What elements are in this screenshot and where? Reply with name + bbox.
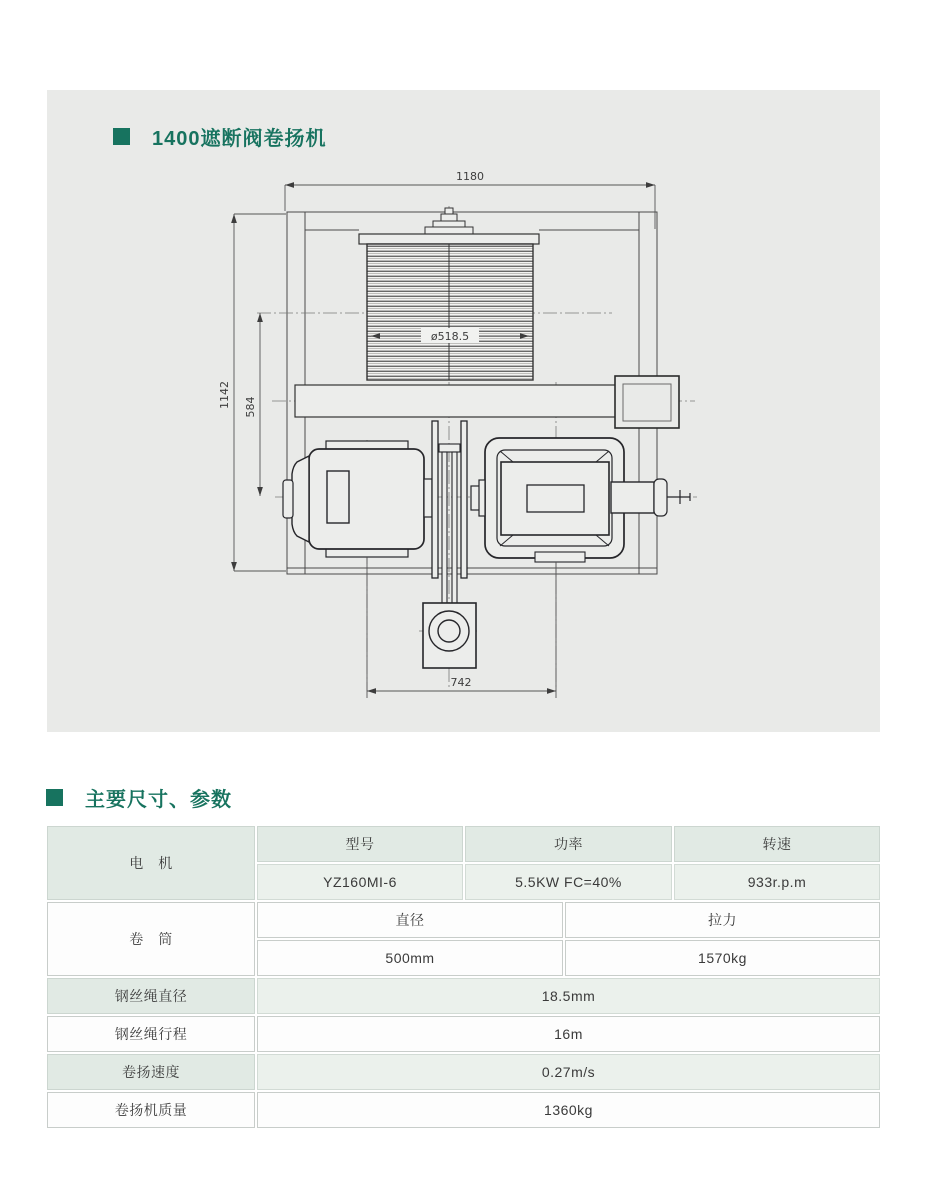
pulley-block bbox=[423, 603, 476, 668]
row-value: 16m bbox=[257, 1016, 880, 1052]
output-shaft bbox=[611, 482, 654, 513]
specs-title: 主要尺寸、参数 bbox=[85, 789, 232, 811]
winch-technical-drawing bbox=[47, 90, 880, 732]
drum-block bbox=[47, 902, 880, 976]
dim-drum-diameter: ø518.5 bbox=[430, 330, 470, 343]
dim-overall-width: 1180 bbox=[456, 170, 484, 183]
row-value: 18.5mm bbox=[257, 978, 880, 1014]
row-label: 钢丝绳行程 bbox=[47, 1016, 255, 1052]
row-value: 0.27m/s bbox=[257, 1054, 880, 1090]
drum-pull-header: 拉力 bbox=[565, 902, 880, 938]
section-heading-specs bbox=[46, 783, 232, 812]
table-row-rope-travel bbox=[47, 1016, 880, 1052]
row-label: 卷扬速度 bbox=[47, 1054, 255, 1090]
row-value: 1360kg bbox=[257, 1092, 880, 1128]
drum-pull-value: 1570kg bbox=[565, 940, 880, 976]
drum-flange bbox=[359, 234, 539, 244]
drum-rope-coils bbox=[367, 244, 533, 380]
motor-speed-value: 933r.p.m bbox=[674, 864, 880, 900]
row-label: 钢丝绳直径 bbox=[47, 978, 255, 1014]
dim-overall-height: 1142 bbox=[218, 381, 231, 409]
guide-rail bbox=[432, 421, 467, 603]
product-title: 1400遮断阀卷扬机 bbox=[152, 128, 327, 150]
table-row-hoist-speed bbox=[47, 1054, 880, 1090]
square-bullet-icon bbox=[46, 789, 63, 806]
motor-model-header: 型号 bbox=[257, 826, 463, 862]
row-label: 卷扬机质量 bbox=[47, 1092, 255, 1128]
motor-power-header: 功率 bbox=[465, 826, 672, 862]
drum-row-label: 卷 筒 bbox=[47, 902, 255, 976]
base-plate bbox=[295, 385, 617, 417]
spec-table bbox=[47, 826, 880, 1128]
drum-diameter-header: 直径 bbox=[257, 902, 563, 938]
electrical-box bbox=[615, 376, 679, 428]
drum-diameter-value: 500mm bbox=[257, 940, 563, 976]
motor-speed-header: 转速 bbox=[674, 826, 880, 862]
table-row-rope-diameter bbox=[47, 978, 880, 1014]
motor-power-value: 5.5KW FC=40% bbox=[465, 864, 672, 900]
drawing-panel bbox=[47, 90, 880, 732]
table-row-winch-weight bbox=[47, 1092, 880, 1128]
motor-model-value: YZ160MI-6 bbox=[257, 864, 463, 900]
dim-drum-axis-height: 584 bbox=[244, 396, 257, 418]
rope-drum bbox=[359, 208, 539, 380]
dim-axis-span: 742 bbox=[450, 676, 472, 689]
motor-block bbox=[47, 826, 880, 900]
motor-row-label: 电 机 bbox=[47, 826, 255, 900]
electric-motor bbox=[283, 441, 432, 557]
